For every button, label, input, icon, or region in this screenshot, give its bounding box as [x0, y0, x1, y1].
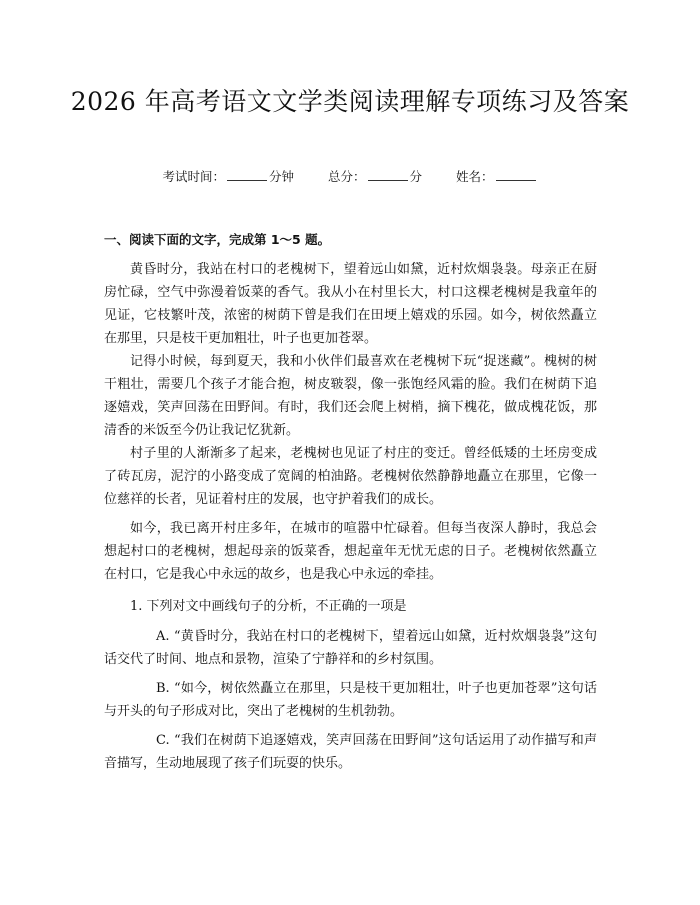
- exam-time-label: 考试时间：: [162, 169, 225, 184]
- exam-time-unit: 分钟: [268, 169, 294, 184]
- question-1-stem: 1. 下列对文中画线句子的分析，不正确的一项是: [130, 599, 407, 614]
- question-1-option-a: A. “黄昏时分，我站在村口的老槐树下，望着远山如黛，近村炊烟袅袅”这句话交代了时间、地点和景物，渲染了宁静祥和的乡村氛围。: [104, 629, 597, 667]
- passage-paragraph-2: 记得小时候，每到夏天，我和小伙伴们最喜欢在老槐树下玩“捉迷藏”。槐树的树干粗壮，需要几个孩子才能合抱，树皮皲裂，像一张饱经风霜的脸。我们在树荫下追逐嬉戏，笑声回荡在田野间。有时，我们还会爬上树梢，摘下槐花，做成槐花饭，那清香的米饭至今仍让我记忆犹新。: [104, 354, 597, 438]
- section-heading: 一、阅读下面的文字，完成第 1～5 题。: [104, 232, 331, 247]
- name-label: 姓名：: [456, 169, 494, 184]
- passage-paragraph-4: 如今，我已离开村庄多年，在城市的喧嚣中忙碌着。但每当夜深人静时，我总会想起村口的老槐树，想起母亲的饭菜香，想起童年无忧无虑的日子。老槐树依然矗立在村口，它是我心中永远的故乡，也是我心中永远的牵挂。: [104, 521, 597, 582]
- page-title: 2026 年高考语文文学类阅读理解专项练习及答案: [70, 87, 630, 116]
- exam-time-blank[interactable]: [227, 168, 267, 181]
- exam-time-field: [162, 168, 294, 186]
- question-1-option-c: C. “我们在树荫下追逐嬉戏，笑声回荡在田野间”这句话运用了动作描写和声音描写，生动地展现了孩子们玩耍的快乐。: [104, 733, 597, 771]
- total-score-field: [328, 168, 422, 186]
- total-score-label: 总分：: [327, 169, 366, 184]
- passage-paragraph-3: 村子里的人渐渐多了起来，老槐树也见证了村庄的变迁。曾经低矮的土坯房变成了砖瓦房，泥泞的小路变成了宽阔的柏油路。老槐树依然静静地矗立在那里，它像一位慈祥的长者，见证着村庄的发展，也守护着我们的成长。: [104, 446, 597, 507]
- passage-paragraph-1: 黄昏时分，我站在村口的老槐树下，望着远山如黛，近村炊烟袅袅。母亲正在厨房忙碌，空气中弥漫着饭菜的香气。我从小在村里长大，村口这棵老槐树是我童年的见证，它枝繁叶茂，浓密的树荫下曾是我们在田埂上嬉戏的乐园。如今，树依然矗立在那里，只是枝干更加粗壮，叶子也更加苍翠。: [104, 262, 597, 346]
- total-score-unit: 分: [409, 169, 423, 184]
- question-1-option-b: B. “如今，树依然矗立在那里，只是枝干更加粗壮，叶子也更加苍翠”这句话与开头的句子形成对比，突出了老槐树的生机勃勃。: [104, 681, 597, 719]
- name-blank[interactable]: [496, 168, 536, 181]
- exam-info-bar: [70, 168, 630, 186]
- total-score-blank[interactable]: [368, 168, 408, 181]
- name-field: [456, 168, 538, 186]
